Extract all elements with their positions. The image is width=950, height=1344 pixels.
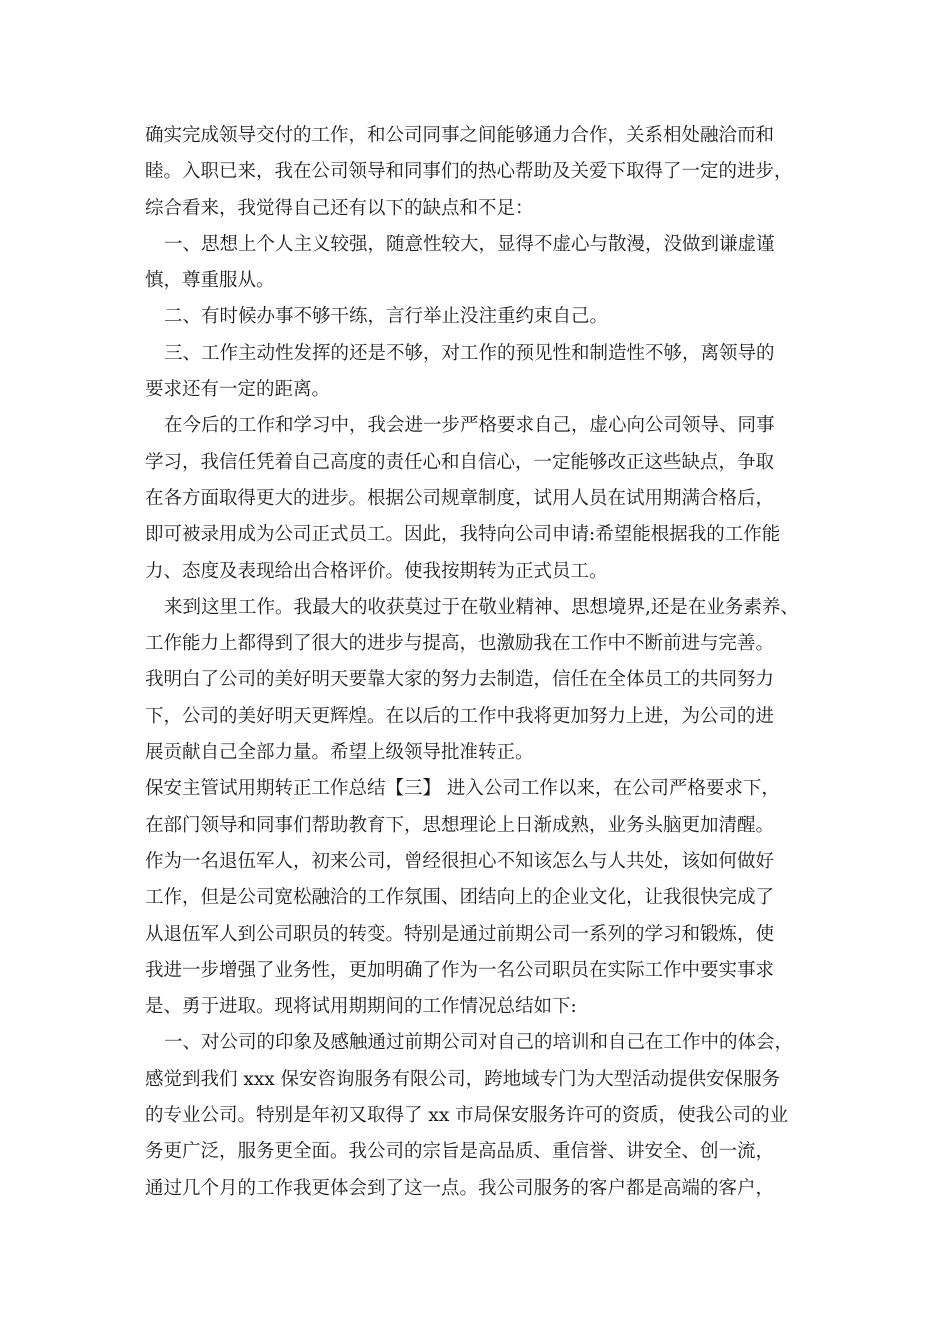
text-line: 即可被录用成为公司正式员工。因此，我特向公司申请:希望能根据我的工作能 [145, 524, 781, 546]
text-line: 一、对公司的印象及感触通过前期公司对自己的培训和自己在工作中的体会， [164, 1032, 794, 1054]
text-line: 工作能力上都得到了很大的进步与提高，也激励我在工作中不断前进与完善。 [145, 633, 775, 655]
text-line: 我明白了公司的美好明天要靠大家的努力去制造，信任在全体员工的共同努力 [145, 669, 775, 691]
text-line: 学习，我信任凭着自己高度的责任心和自信心，一定能够改正这些缺点，争取 [145, 451, 775, 473]
text-line: 一、思想上个人主义较强，随意性较大，显得不虚心与散漫，没做到谦虚谨 [164, 233, 775, 255]
text-line: 展贡献自己全部力量。希望上级领导批准转正。 [145, 742, 534, 764]
text-line: 下，公司的美好明天更辉煌。在以后的工作中我将更加努力上进，为公司的进 [145, 705, 775, 727]
text-line: 我进一步增强了业务性，更加明确了作为一名公司职员在实际工作中要实事求 [145, 959, 775, 981]
text-line: 综合看来，我觉得自己还有以下的缺点和不足： [145, 197, 534, 219]
text-line: 在各方面取得更大的进步。根据公司规章制度，试用人员在试用期满合格后， [145, 487, 775, 509]
text-line: 务更广泛，服务更全面。我公司的宗旨是高品质、重信誉、讲安全、创一流， [145, 1141, 775, 1163]
text-line: 保安主管试用期转正工作总结【三】 进入公司工作以来，在公司严格要求下， [145, 778, 780, 800]
text-line: 工作，但是公司宽松融洽的工作氛围、团结向上的企业文化，让我很快完成了 [145, 887, 775, 909]
text-line: 要求还有一定的距离。 [145, 379, 331, 401]
document-body [145, 118, 813, 1207]
text-line: 通过几个月的工作我更体会到了这一点。我公司服务的客户都是高端的客户， [145, 1177, 775, 1199]
text-line: 二、有时候办事不够干练，言行举止没注重约束自己。 [164, 306, 609, 328]
text-line: 在部门领导和同事们帮助教育下，思想理论上日渐成熟，业务头脑更加清醒。 [145, 814, 775, 836]
text-line: 从退伍军人到公司职员的转变。特别是通过前期公司一系列的学习和锻炼，使 [145, 923, 775, 945]
text-line: 来到这里工作。我最大的收获莫过于在敬业精神、思想境界,还是在业务素养、 [164, 596, 799, 618]
text-line: 三、工作主动性发挥的还是不够，对工作的预见性和制造性不够，离领导的 [164, 342, 775, 364]
text-line: 睦。入职已来，我在公司领导和同事们的热心帮助及关爱下取得了一定的进步， [145, 161, 793, 183]
text-line: 是、勇于进取。现将试用期期间的工作情况总结如下: [145, 996, 577, 1018]
text-line: 确实完成领导交付的工作，和公司同事之间能够通力合作，关系相处融洽而和 [145, 125, 775, 146]
text-line: 的专业公司。特别是年初又取得了 xx 市局保安服务许可的资质，使我公司的业 [145, 1105, 789, 1127]
text-line: 慎，尊重服从。 [145, 270, 275, 292]
text-line: 在今后的工作和学习中，我会进一步严格要求自己，虚心向公司领导、同事 [164, 415, 775, 437]
text-line: 感觉到我们 xxx 保安咨询服务有限公司，跨地域专门为大型活动提供安保服务 [145, 1068, 781, 1090]
text-line: 作为一名退伍军人，初来公司，曾经很担心不知该怎么与人共处，该如何做好 [145, 850, 775, 872]
text-line: 力、态度及表现给出合格评价。使我按期转为正式员工。 [145, 560, 608, 582]
